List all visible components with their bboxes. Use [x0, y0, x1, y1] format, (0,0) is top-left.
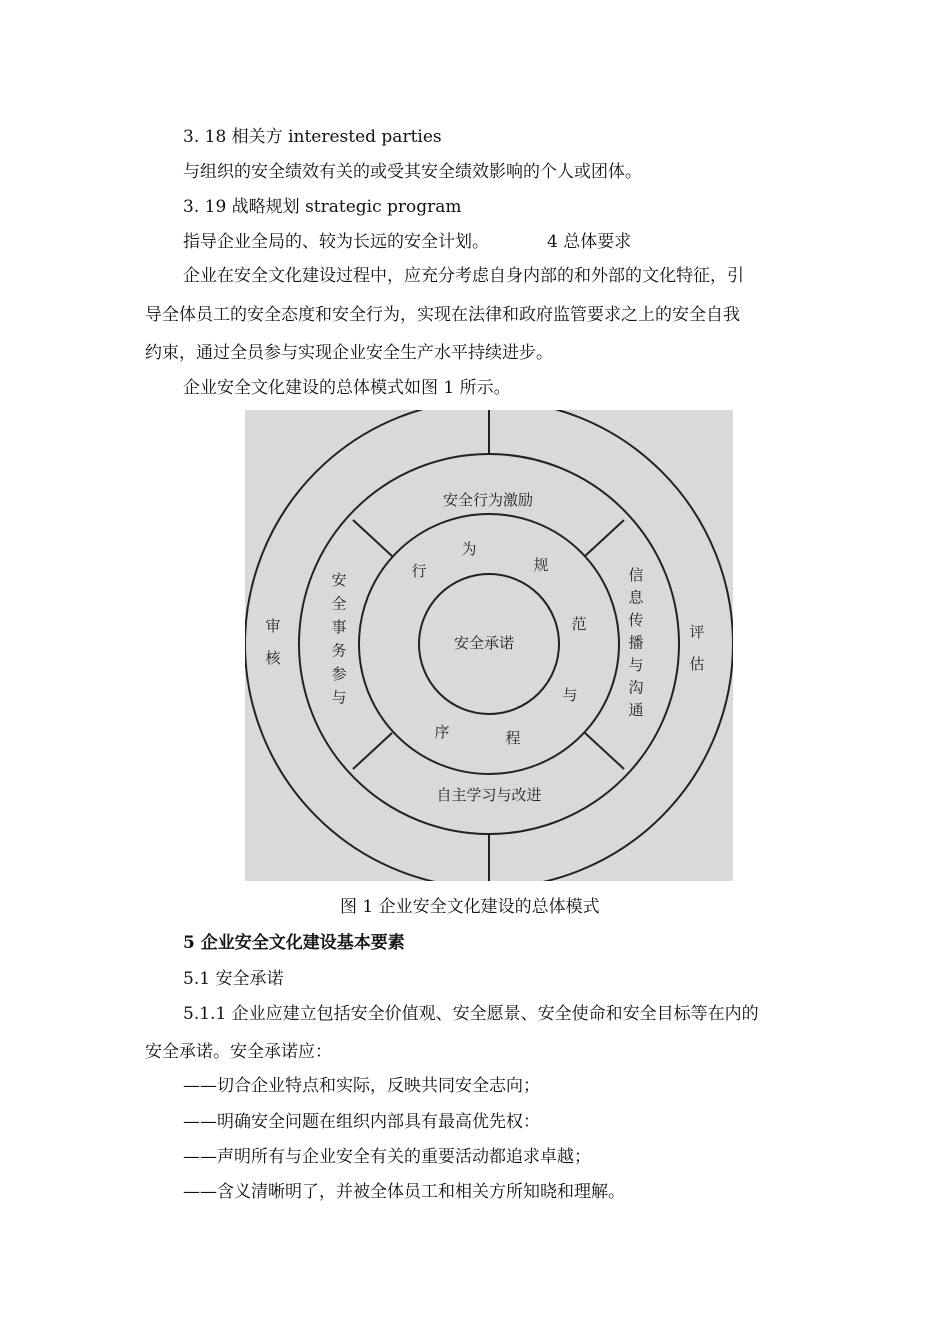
list-item: ——含义清晰明了，并被全体员工和相关方所知晓和理解。 [183, 1182, 625, 1202]
list-item: ——切合企业特点和实际，反映共同安全志向； [183, 1076, 540, 1096]
safety-culture-model-diagram [245, 410, 733, 881]
ring-char-2: 为 [461, 540, 477, 558]
section-5-1-1-line-2: 安全承诺。安全承诺应： [145, 1042, 332, 1062]
section-4-paragraph-line-3: 约束，通过全员参与实现企业安全生产水平持续进步。 [145, 343, 553, 363]
section-3-19-heading: 3. 19 战略规划 strategic program [183, 197, 462, 217]
left_chars-char: 安 [331, 571, 347, 589]
segment-bottom-label: 自主学习与改进 [436, 786, 542, 804]
core-label: 安全承诺 [453, 634, 515, 652]
section-5-1-heading: 5.1 安全承诺 [183, 969, 284, 989]
right_chars-char: 传 [628, 611, 644, 629]
section-5-title: 5 企业安全文化建设基本要素 [183, 933, 405, 953]
ring-char-5: 与 [562, 686, 578, 704]
outer_right_chars-char: 估 [689, 655, 705, 673]
right_chars-char: 信 [628, 566, 644, 584]
ring-char-6: 程 [505, 729, 521, 747]
left_chars-char: 参 [331, 665, 347, 683]
ring-char-1: 行 [411, 562, 427, 580]
section-3-18-definition: 与组织的安全绩效有关的或受其安全绩效影响的个人或团体。 [183, 162, 642, 182]
list-item: ——声明所有与企业安全有关的重要活动都追求卓越； [183, 1147, 591, 1167]
left_chars-char: 务 [331, 641, 347, 660]
section-4-title: 4 总体要求 [547, 232, 632, 252]
ring-char-7: 序 [434, 723, 450, 741]
figure-caption: 图 1 企业安全文化建设的总体模式 [340, 897, 600, 917]
outer_left_chars-char: 审 [265, 617, 281, 635]
section-4-figure-reference: 企业安全文化建设的总体模式如图 1 所示。 [183, 378, 511, 398]
section-3-19-definition: 指导企业全局的、较为长远的安全计划。 [183, 232, 489, 252]
right_chars-char: 沟 [628, 678, 644, 697]
left_chars-char: 事 [331, 618, 347, 636]
segment-right-label [628, 566, 644, 719]
right_chars-char: 通 [628, 701, 644, 719]
left_chars-char: 全 [331, 594, 347, 613]
section-4-paragraph-line-2: 导全体员工的安全态度和安全行为，实现在法律和政府监管要求之上的安全自我 [145, 305, 740, 325]
outer_right_chars-char: 评 [689, 623, 705, 641]
right_chars-char: 播 [628, 633, 644, 652]
segment-top-label: 安全行为激励 [442, 491, 534, 509]
left_chars-char: 与 [331, 688, 347, 707]
section-4-paragraph-line-1: 企业在安全文化建设过程中，应充分考虑自身内部的和外部的文化特征，引 [183, 266, 744, 286]
right_chars-char: 息 [628, 588, 644, 607]
section-3-18-heading: 3. 18 相关方 interested parties [183, 127, 442, 147]
ring-char-3: 规 [533, 556, 549, 574]
outer_left_chars-char: 核 [265, 649, 281, 667]
list-item: ——明确安全问题在组织内部具有最高优先权： [183, 1112, 540, 1132]
ring-char-4: 范 [571, 615, 587, 633]
section-5-1-1-line-1: 5.1.1 企业应建立包括安全价值观、安全愿景、安全使命和安全目标等在内的 [183, 1004, 759, 1024]
right_chars-char: 与 [628, 656, 644, 674]
